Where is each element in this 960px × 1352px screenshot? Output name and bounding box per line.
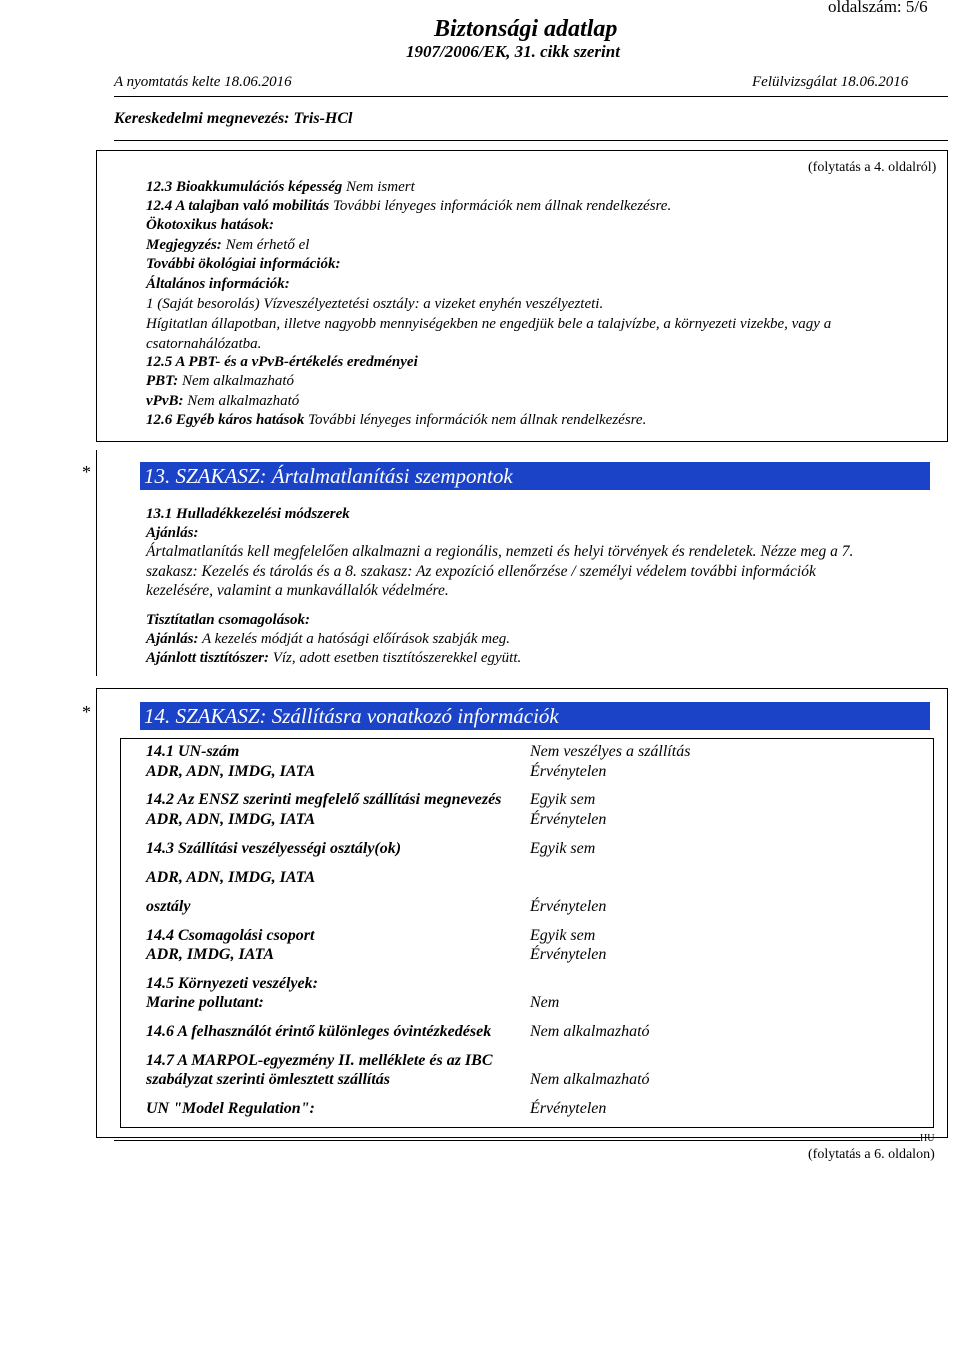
continued-from: (folytatás a 4. oldalról) xyxy=(808,160,937,175)
note-line: Megjegyzés: Nem érhető el xyxy=(146,237,310,253)
transport-row-label: UN "Model Regulation": xyxy=(146,1100,315,1117)
transport-row-label: 14.3 Szállítási veszélyességi osztály(ok) xyxy=(146,840,402,857)
section-14-title: 14. SZAKASZ: Szállításra vonatkozó információk xyxy=(140,702,930,730)
transport-row-label: 14.4 Csomagolási csoport xyxy=(146,927,315,944)
vpvb-line: vPvB: Nem alkalmazható xyxy=(146,393,300,409)
disposal-para-line-1: Ártalmatlanítás kell megfelelően alkalmazni a regionális, nemzeti és helyi törvények és rendeletek. Nézze meg a 7. xyxy=(146,543,854,560)
header-divider xyxy=(114,96,948,97)
general-info-heading: Általános információk: xyxy=(146,276,290,292)
language-code: HU xyxy=(920,1133,935,1144)
transport-row-label: szabályzat szerinti ömlesztett szállítás xyxy=(146,1071,391,1088)
transport-row-value: Érvénytelen xyxy=(530,946,607,963)
packaging-recommendation-line: Ajánlás: A kezelés módját a hatósági előírások szabják meg. xyxy=(146,631,511,647)
transport-row-value: Nem alkalmazható xyxy=(530,1071,650,1088)
transport-row-label: 14.2 Az ENSZ szerinti megfelelő szállítási megnevezés xyxy=(146,791,502,808)
transport-row-value: Érvénytelen xyxy=(530,898,607,915)
page-number: oldalszám: 5/6 xyxy=(828,0,928,16)
trade-name: Kereskedelmi megnevezés: Tris-HCl xyxy=(114,110,353,127)
disposal-para-line-2: szakasz: Kezelés és tárolás és a 8. szakasz: Az expozíció ellenőrzése / személyi védelem további információk xyxy=(146,563,816,580)
revision-date: Felülvizsgálat 18.06.2016 xyxy=(752,74,909,90)
transport-row-label: 14.7 A MARPOL-egyezmény II. melléklete és az IBC xyxy=(146,1052,493,1069)
water-hazard-line: 1 (Saját besorolás) Vízveszélyeztetési osztály: a vizeket enyhén veszélyezteti. xyxy=(146,296,604,312)
trade-name-divider xyxy=(114,140,948,141)
undiluted-line: Hígitatlan állapotban, illetve nagyobb mennyiségekben ne engedjük bele a talajvízbe, a környezeti vizekbe, vagy a xyxy=(146,316,832,332)
transport-row-label: Marine pollutant: xyxy=(146,994,264,1011)
transport-row-label: 14.5 Környezeti veszélyek: xyxy=(146,975,318,992)
other-effects-line: 12.6 Egyéb káros hatások További lényeges információk nem állnak rendelkezésre. xyxy=(146,412,647,428)
transport-row-value: Érvénytelen xyxy=(530,1100,607,1117)
transport-row-value: Nem veszélyes a szállítás xyxy=(530,743,691,760)
section-13-left-rule xyxy=(96,450,97,676)
transport-row-label: osztály xyxy=(146,898,191,915)
transport-row-label: ADR, ADN, IMDG, IATA xyxy=(146,811,316,828)
pbt-line: PBT: Nem alkalmazható xyxy=(146,373,295,389)
further-eco-heading: További ökológiai információk: xyxy=(146,256,341,272)
bioaccumulation-line: 12.3 Bioakkumulációs képesség Nem ismert xyxy=(146,179,415,195)
ecotox-heading: Ökotoxikus hatások: xyxy=(146,217,274,233)
transport-row-value: Érvénytelen xyxy=(530,763,607,780)
transport-row-value: Egyik sem xyxy=(530,791,596,808)
transport-row-label: ADR, ADN, IMDG, IATA xyxy=(146,869,316,886)
uncleaned-packaging-heading: Tisztítatlan csomagolások: xyxy=(146,612,311,628)
transport-row-label: 14.1 UN-szám xyxy=(146,743,240,760)
transport-row-value: Nem xyxy=(530,994,560,1011)
pbt-heading: 12.5 A PBT- és a vPvB-értékelés eredményei xyxy=(146,354,418,370)
document-title: Biztonsági adatlap xyxy=(434,16,618,42)
cleaning-agent-line: Ajánlott tisztítószer: Víz, adott esetben tisztítószerekkel együtt. xyxy=(146,650,522,666)
transport-row-label: 14.6 A felhasználót érintő különleges óvintézkedések xyxy=(146,1023,492,1040)
continued-on: (folytatás a 6. oldalon) xyxy=(808,1147,935,1162)
change-marker: * xyxy=(82,462,91,482)
soil-mobility-line: 12.4 A talajban való mobilitás További lényeges információk nem állnak rendelkezésre. xyxy=(146,198,672,214)
transport-row-label: ADR, IMDG, IATA xyxy=(146,946,275,963)
print-date: A nyomtatás kelte 18.06.2016 xyxy=(114,74,292,90)
section-13-title: 13. SZAKASZ: Ártalmatlanítási szempontok xyxy=(140,462,930,490)
transport-row-value: Érvénytelen xyxy=(530,811,607,828)
disposal-para-line-3: kezelésére, valamint a munkavállalók védelmére. xyxy=(146,582,449,599)
recommendation-label: Ajánlás: xyxy=(146,525,199,541)
sewer-line: csatornahálózatba. xyxy=(146,336,262,352)
footer-divider xyxy=(114,1140,920,1141)
waste-methods-heading: 13.1 Hulladékkezelési módszerek xyxy=(146,506,350,522)
transport-row-value: Nem alkalmazható xyxy=(530,1023,650,1040)
transport-row-value: Egyik sem xyxy=(530,840,596,857)
change-marker: * xyxy=(82,702,91,722)
document-subtitle: 1907/2006/EK, 31. cikk szerint xyxy=(406,42,620,61)
transport-row-value: Egyik sem xyxy=(530,927,596,944)
transport-row-label: ADR, ADN, IMDG, IATA xyxy=(146,763,316,780)
